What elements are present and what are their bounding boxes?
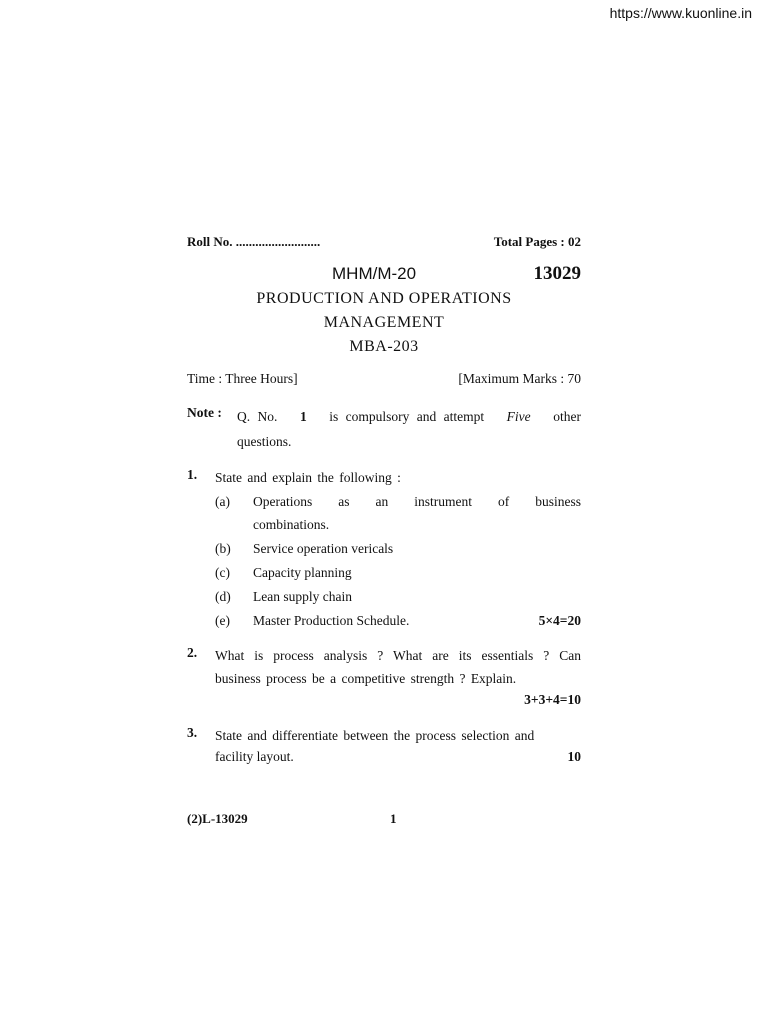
marks-label: 3+3+4=10 [524,692,581,707]
page-number: 1 [390,811,397,826]
total-pages: Total Pages : 02 [493,234,581,249]
paper-title-line2: MANAGEMENT [323,314,445,331]
subparts-list [215,490,581,632]
question-3 [187,724,581,767]
marks-label: 5×4=20 [538,613,581,628]
subpart-b: (b) Service operation vericals [215,541,394,556]
paper-subject-code: MBA-203 [349,338,419,355]
source-url[interactable]: https://www.kuonline.in [609,5,752,21]
time-duration: Time : Three Hours] [187,371,298,386]
note-text: Q. No. 1 is compulsory and attempt Five other questions. [237,409,581,449]
subpart-d: (d) Lean supply chain [215,589,352,604]
footer-code: (2)L-13029 [187,811,248,826]
question-text: State and explain the following : [215,470,401,485]
time-marks-row [187,370,581,388]
question-text-line1: State and differentiate between the process selection and [215,728,535,743]
question-text-line2: facility layout. [215,749,294,764]
question-number: 1. [187,467,198,482]
course-code: MHM/M-20 [332,264,417,283]
question-number: 3. [187,725,198,740]
subpart-a: (a) Operations as an instrument of business combinations. [215,494,581,532]
page-footer [187,811,581,827]
question-number: 2. [187,645,198,660]
question-1 [187,466,581,632]
question-2 [187,644,581,710]
paper-code: 13029 [533,263,581,284]
maximum-marks: [Maximum Marks : 70 [458,371,581,386]
subpart-c: (c) Capacity planning [215,565,352,580]
subpart-e: (e) Master Production Schedule. 5×4=20 [215,609,581,632]
paper-title-line1: PRODUCTION AND OPERATIONS [256,290,512,307]
code-row [187,265,581,283]
exam-paper [187,233,581,767]
roll-row [187,233,581,251]
marks-label: 10 [567,749,581,764]
note-label: Note : [187,405,222,420]
instructions-note [187,404,581,454]
question-text: What is process analysis ? What are its essentials ? Can business process be a competitive strength ? Explain. [215,648,581,686]
roll-no: Roll No. .......................... [187,234,321,249]
